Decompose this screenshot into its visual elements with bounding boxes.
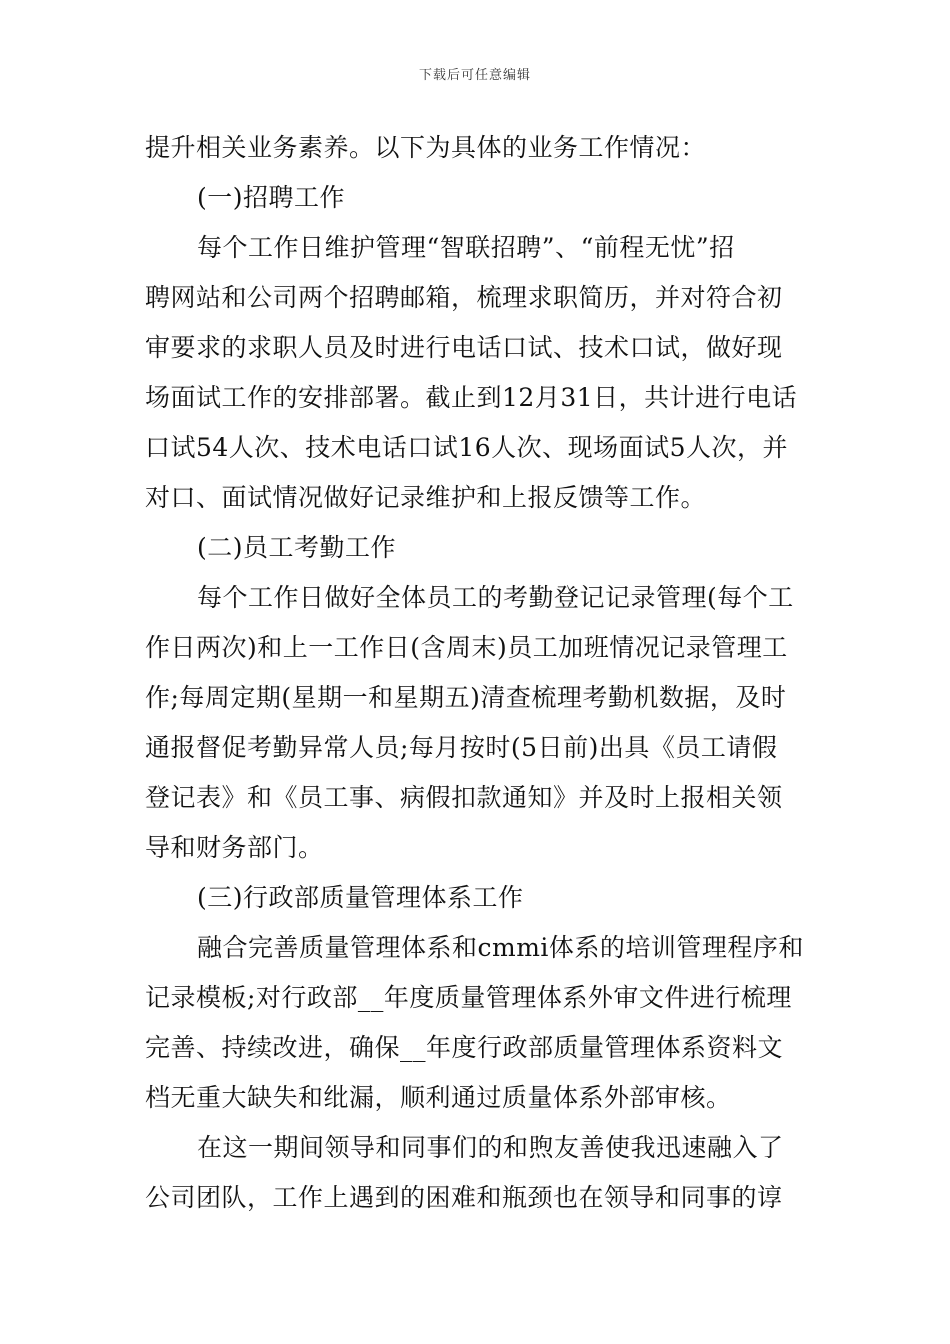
text-line: 对口、面试情况做好记录维护和上报反馈等工作。	[145, 483, 707, 512]
section-heading-attendance: (二)员工考勤工作	[197, 533, 397, 562]
text-line: 在这一期间领导和同事们的和煦友善使我迅速融入了	[197, 1133, 784, 1162]
document-body	[145, 123, 810, 1223]
text-line: 提升相关业务素养。以下为具体的业务工作情况：	[145, 133, 707, 162]
text-line: 每个工作日做好全体员工的考勤登记记录管理(每个工	[197, 583, 794, 612]
section-heading-recruitment: (一)招聘工作	[197, 183, 346, 212]
text-line: 每个工作日维护管理“智联招聘”、“前程无忧”招	[197, 233, 735, 262]
text-line: 档无重大缺失和纰漏，顺利通过质量体系外部审核。	[145, 1083, 732, 1112]
text-line: 聘网站和公司两个招聘邮箱，梳理求职简历，并对符合初	[145, 283, 783, 312]
section-heading-quality: (三)行政部质量管理体系工作	[197, 883, 524, 912]
text-line: 公司团队，工作上遇到的困难和瓶颈也在领导和同事的谆	[145, 1183, 783, 1212]
text-line: 场面试工作的安排部署。截止到12月31日，共计进行电话	[145, 383, 798, 412]
text-line: 口试54人次、技术电话口试16人次、现场面试5人次，并	[145, 433, 789, 462]
text-line: 作日两次)和上一工作日(含周末)员工加班情况记录管理工	[145, 633, 788, 662]
text-line: 通报督促考勤异常人员;每月按时(5日前)出具《员工请假	[145, 733, 778, 762]
text-line: 完善、持续改进，确保__年度行政部质量管理体系资料文	[145, 1033, 784, 1062]
page-header: 下载后可任意编辑	[418, 68, 531, 83]
text-line: 作;每周定期(星期一和星期五)清查梳理考勤机数据，及时	[145, 683, 787, 712]
text-line: 导和财务部门。	[145, 833, 324, 862]
text-line: 记录模板;对行政部__年度质量管理体系外审文件进行梳理	[145, 983, 792, 1012]
text-line: 融合完善质量管理体系和cmmi体系的培训管理程序和	[197, 933, 804, 962]
text-line: 审要求的求职人员及时进行电话口试、技术口试，做好现	[145, 333, 783, 362]
text-line: 登记表》和《员工事、病假扣款通知》并及时上报相关领	[145, 783, 783, 812]
